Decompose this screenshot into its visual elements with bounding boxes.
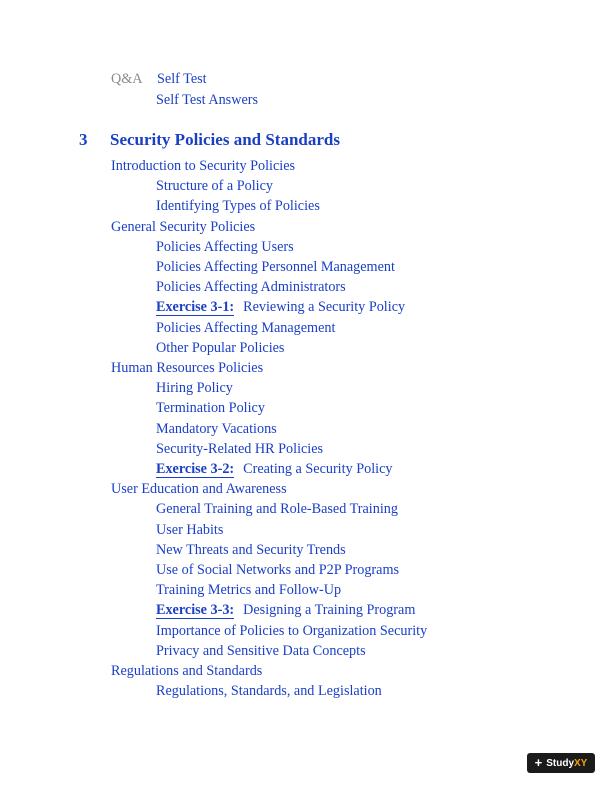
toc-subsection-link[interactable] [156, 259, 395, 276]
toc-entry-text: Use of Social Networks and P2P Programs [156, 562, 400, 578]
toc-section-link[interactable] [111, 158, 295, 175]
brand-text: Study [546, 757, 575, 769]
toc-entry-text: Policies Affecting Users [156, 238, 294, 255]
toc-subsection-link[interactable] [156, 198, 320, 215]
toc-subsection-link[interactable] [156, 501, 398, 518]
toc-subsection-link[interactable] [156, 340, 284, 357]
exercise-label: Exercise 3-3: [156, 602, 235, 619]
chapter-number: 3 [79, 130, 88, 149]
toc-entry-text: Mandatory Vacations [156, 420, 277, 437]
chapter-title[interactable]: Security Policies and Standards [110, 130, 340, 149]
toc-entry-text: Termination Policy [156, 400, 265, 417]
toc-section-link[interactable] [111, 219, 255, 236]
toc-entry-text: Designing a Training Program [243, 602, 416, 619]
toc-entry-text: Other Popular Policies [156, 339, 285, 356]
toc-entry-text: Regulations, Standards, and Legislation [156, 683, 382, 700]
toc-link-self-test[interactable]: Self Test [157, 71, 207, 87]
toc-subsection-link[interactable] [156, 602, 415, 619]
studyxy-watermark [527, 753, 595, 773]
toc-entry-text: Security-Related HR Policies [156, 440, 324, 457]
toc-subsection-link[interactable] [156, 522, 223, 539]
brand-name [546, 758, 587, 769]
toc-subsection-link[interactable] [156, 380, 233, 397]
toc-subsection-link[interactable] [156, 299, 405, 316]
toc-entry-text: Regulations and Standards [111, 663, 263, 679]
qa-label: Q&A [111, 71, 143, 87]
toc-entry-text: Reviewing a Security Policy [243, 299, 406, 316]
toc-subsection-link[interactable] [156, 643, 366, 660]
toc-section-link[interactable] [111, 481, 287, 498]
toc-subsection-link[interactable] [156, 582, 341, 599]
toc-entry-text: Human Resources Policies [111, 360, 264, 376]
toc-entry-text: Identifying Types of Policies [156, 198, 320, 215]
toc-entry-text: Training Metrics and Follow-Up [156, 582, 342, 599]
toc-subsection-link[interactable] [156, 441, 323, 458]
brand-accent-text: XY [574, 757, 588, 769]
toc-link-self-test-answers[interactable]: Self Test Answers [156, 92, 258, 108]
toc-entry-text: Structure of a Policy [156, 178, 274, 195]
toc-subsection-link[interactable] [156, 239, 294, 256]
toc-subsection-link[interactable] [156, 279, 346, 296]
toc-entry-text: Hiring Policy [156, 380, 233, 397]
toc-entry-text: Creating a Security Policy [243, 461, 393, 477]
toc-subsection-link[interactable] [156, 461, 392, 478]
toc-entry-text: User Habits [156, 521, 224, 538]
toc-subsection-link[interactable] [156, 683, 382, 700]
toc-section-link[interactable] [111, 663, 262, 680]
toc-subsection-link[interactable] [156, 178, 273, 195]
toc-entry-text: Importance of Policies to Organization Security [156, 622, 428, 639]
exercise-label: Exercise 3-1: [156, 299, 235, 316]
toc-subsection-link[interactable] [156, 421, 277, 438]
toc-subsection-link[interactable] [156, 320, 335, 337]
toc-entry-text: User Education and Awareness [111, 481, 287, 498]
toc-subsection-link[interactable] [156, 562, 399, 579]
toc-section-link[interactable] [111, 360, 263, 377]
plus-icon: + [534, 755, 543, 770]
toc-entry-text: Policies Affecting Management [156, 319, 336, 336]
toc-entry-text: New Threats and Security Trends [156, 541, 346, 558]
toc-subsection-link[interactable] [156, 623, 427, 640]
toc-subsection-link[interactable] [156, 542, 346, 559]
toc-entry-text: Policies Affecting Administrators [156, 279, 346, 296]
toc-entry-text: General Security Policies [111, 218, 256, 235]
exercise-label: Exercise 3-2: [156, 461, 235, 477]
toc-entry-text: Policies Affecting Personnel Management [156, 259, 395, 275]
toc-entry-text: Introduction to Security Policies [111, 158, 296, 174]
toc-subsection-link[interactable] [156, 400, 265, 417]
toc-entry-text: Privacy and Sensitive Data Concepts [156, 642, 366, 659]
toc-entry-text: General Training and Role-Based Training [156, 501, 398, 518]
